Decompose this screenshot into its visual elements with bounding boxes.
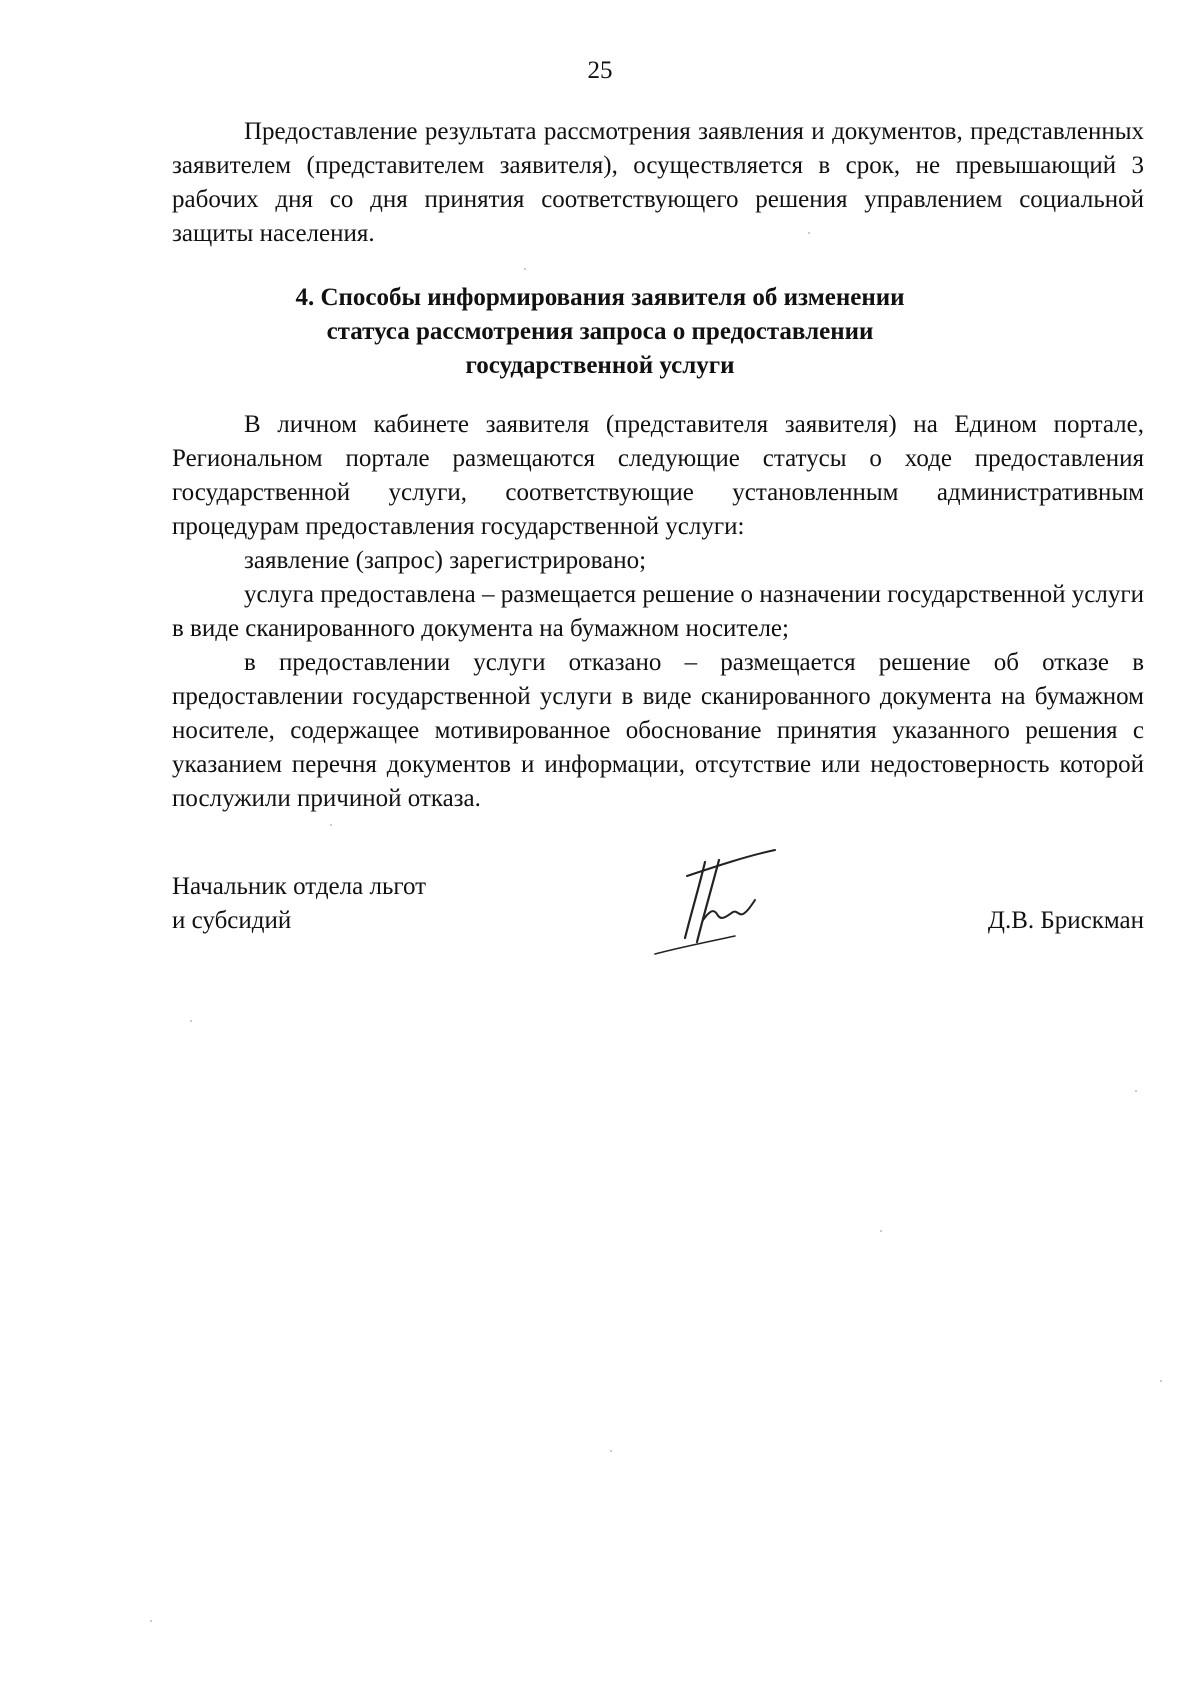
scan-speck <box>1160 1380 1162 1382</box>
intro-text-block <box>172 115 1144 251</box>
scan-speck <box>190 1020 192 1022</box>
page-number: 25 <box>587 57 613 84</box>
handwritten-signature-icon <box>647 842 787 962</box>
paragraph: Предоставление результата рассмотрения заявления и документов, представленных заявителем (представителем заявителя), осуществляется в срок, не превышающий 3 рабочих дня со дня принятия соответствующего решения управлением социальной защиты населения. <box>172 118 1144 247</box>
signer-position-line: и субсидий <box>172 907 292 934</box>
scan-speck <box>330 824 332 826</box>
scan-speck <box>150 1620 152 1622</box>
section-heading-line: государственной услуги <box>465 352 735 379</box>
paragraph: услуга предоставлена – размещается решение о назначении государственной услуги в виде сканированного документа на бумажном носителе; <box>172 581 1144 642</box>
section-heading-line: 4. Способы информирования заявителя об изменении <box>295 284 905 311</box>
signature-block <box>172 870 1144 980</box>
scan-speck <box>880 1230 882 1232</box>
main-text-block <box>172 408 1144 816</box>
paragraph: заявление (запрос) зарегистрировано; <box>244 547 647 574</box>
scan-speck <box>808 232 810 234</box>
signer-position <box>172 870 426 938</box>
scan-speck <box>610 1450 612 1452</box>
paragraph: В личном кабинете заявителя (представителя заявителя) на Едином портале, Региональном портале размещаются следующие статусы о ходе предоставления государственной услуги, соответствующие установленным административным процедурам предоставления государственной услуги: <box>172 411 1144 540</box>
scan-speck <box>1135 1090 1137 1092</box>
paragraph: в предоставлении услуги отказано – размещается решение об отказе в предоставлении государственной услуги в виде сканированного документа на бумажном носителе, содержащее мотивированное обоснование принятия указанного решения с указанием перечня документов и информации, отсутствие или недостоверность которой послужили причиной отказа. <box>172 649 1144 812</box>
scan-speck <box>524 268 526 270</box>
section-heading-line: статуса рассмотрения запроса о предоставлении <box>326 318 874 345</box>
signer-name: Д.В. Брискман <box>987 907 1144 934</box>
signer-position-line: Начальник отдела льгот <box>172 873 427 900</box>
section-heading <box>0 281 1200 383</box>
